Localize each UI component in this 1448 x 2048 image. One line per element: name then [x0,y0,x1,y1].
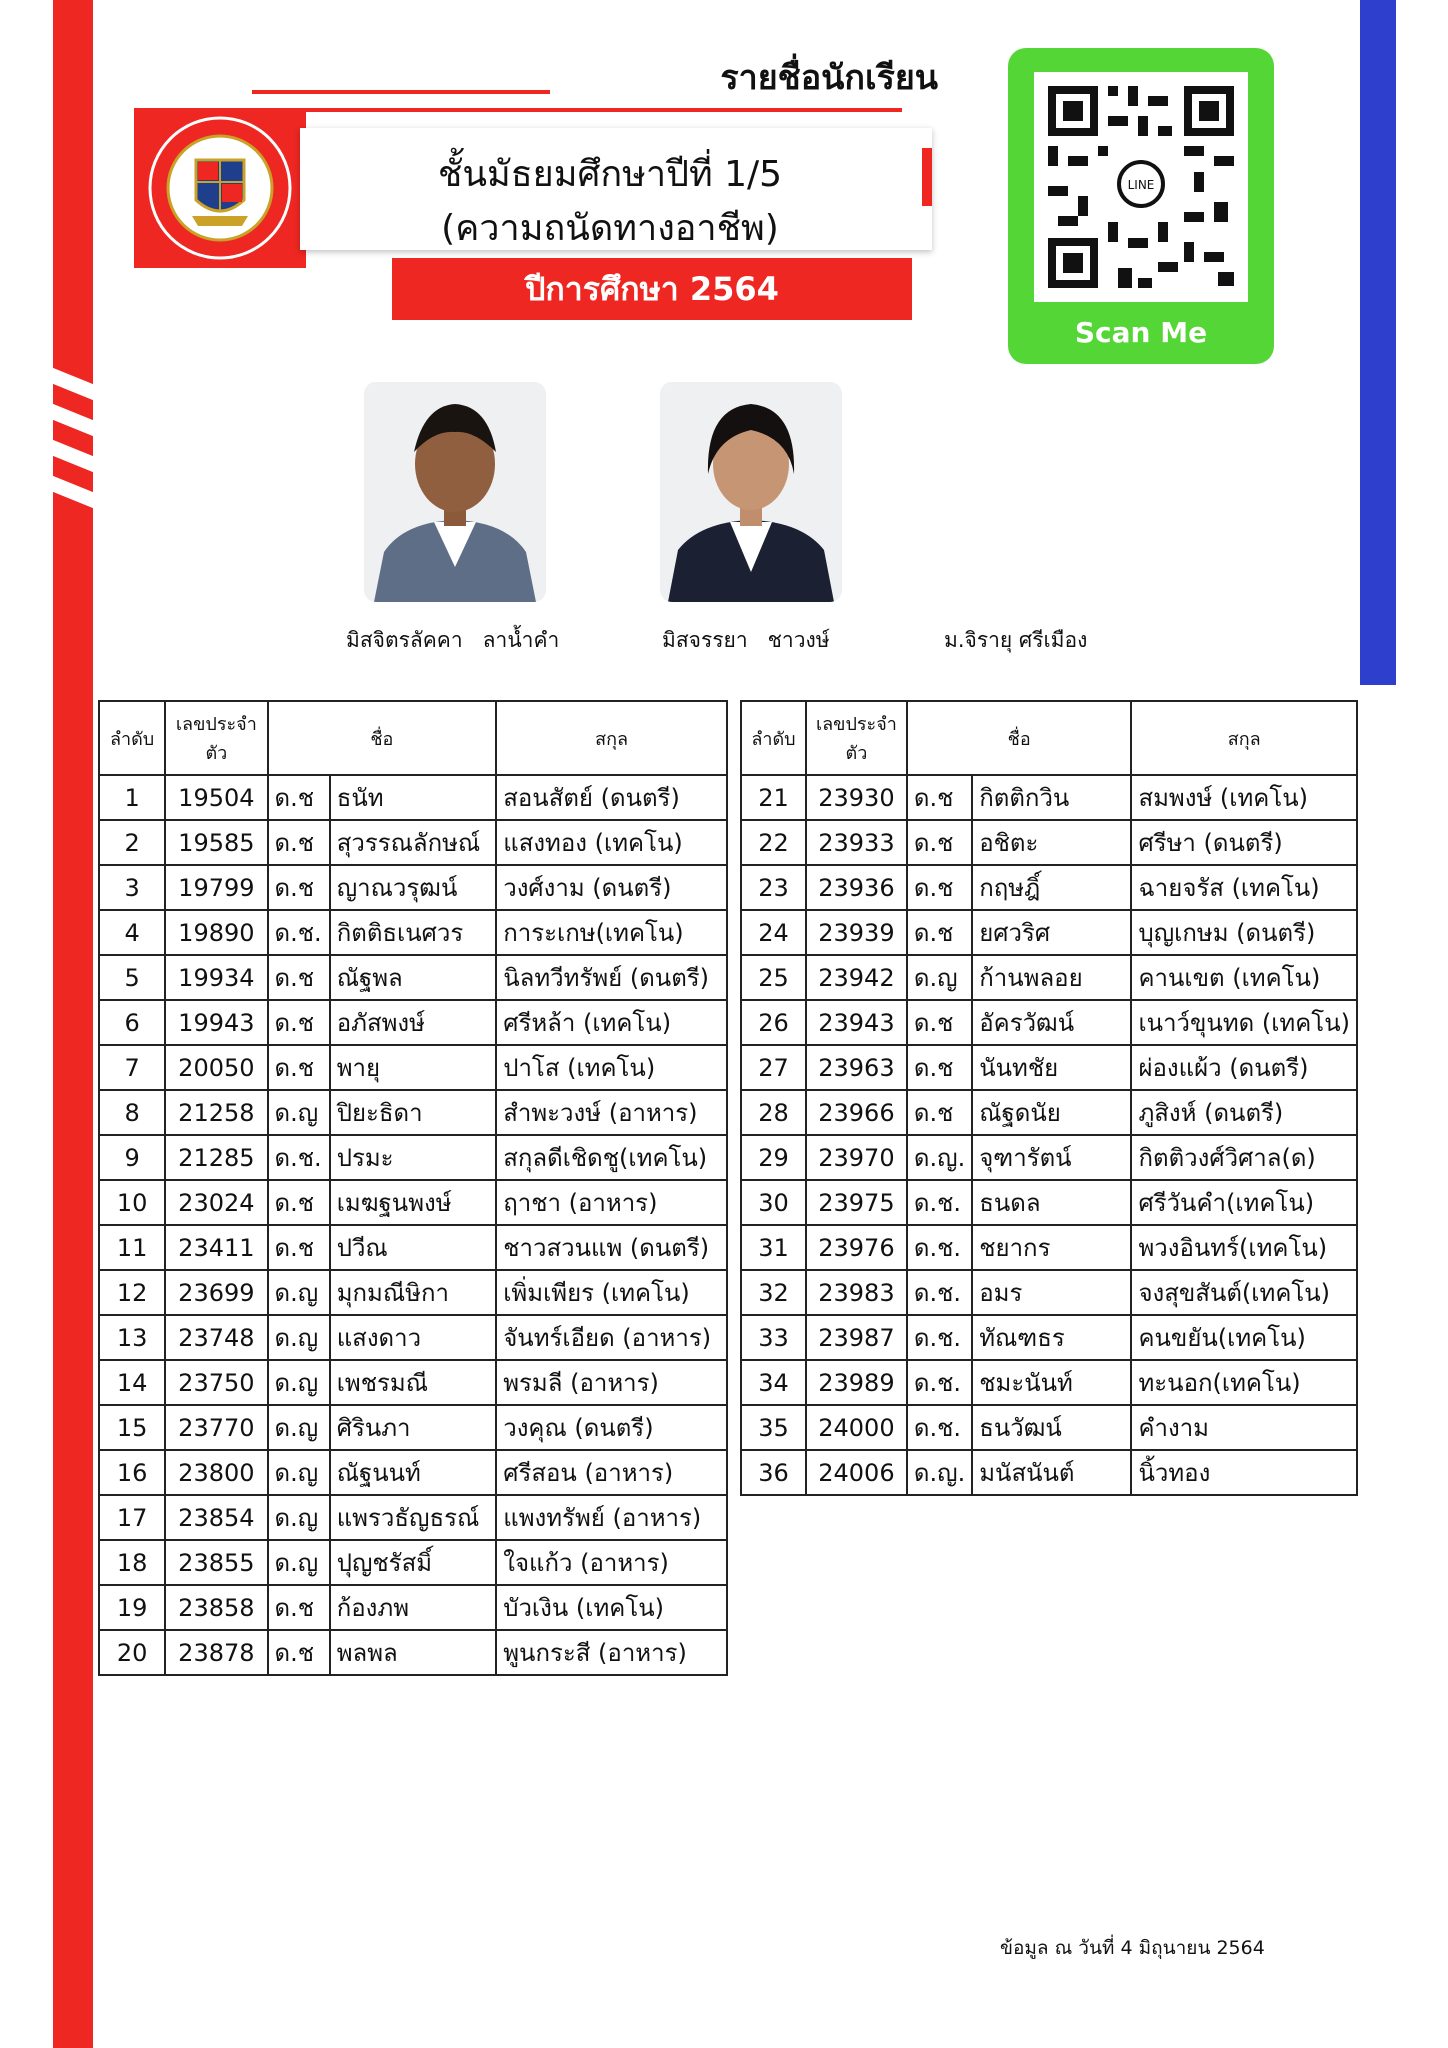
student-first-name: ณัฐพล [330,955,497,1000]
student-first-name: ธนัท [330,775,497,820]
table-row [99,1180,727,1225]
student-first-name: แสงดาว [330,1315,497,1360]
header-name: ชื่อ [268,701,497,775]
table-row [99,820,727,865]
row-number: 10 [99,1180,165,1225]
student-surname: พูนกระสี (อาหาร) [496,1630,727,1675]
student-id: 19504 [165,775,267,820]
student-id: 19943 [165,1000,267,1045]
student-id: 19799 [165,865,267,910]
student-first-name: อมร [972,1270,1131,1315]
student-id: 23966 [806,1090,907,1135]
row-number: 5 [99,955,165,1000]
student-id: 23975 [806,1180,907,1225]
row-number: 27 [741,1045,806,1090]
student-surname: เพิ่มเพียร (เทคโน) [496,1270,727,1315]
page-title: รายชื่อนักเรียน [720,58,938,98]
student-table-left [98,700,728,1676]
row-number: 3 [99,865,165,910]
student-id: 23936 [806,865,907,910]
row-number: 31 [741,1225,806,1270]
row-number: 23 [741,865,806,910]
student-title: ด.ญ [268,1405,330,1450]
row-number: 35 [741,1405,806,1450]
table-row [741,865,1357,910]
student-surname: พวงอินทร์(เทคโน) [1131,1225,1357,1270]
student-first-name: ณัฐดนัย [972,1090,1131,1135]
class-title [300,148,920,256]
student-surname: ภูสิงห์ (ดนตรี) [1131,1090,1357,1135]
table-row [741,1045,1357,1090]
student-title: ด.ช [907,865,972,910]
student-surname: พรมลี (อาหาร) [496,1360,727,1405]
student-title: ด.ช [268,1045,330,1090]
teacher-photo [660,382,842,602]
table-row [741,1225,1357,1270]
student-id: 21258 [165,1090,267,1135]
student-title: ด.ญ [268,1540,330,1585]
table-row [99,1360,727,1405]
student-surname: บุญเกษม (ดนตรี) [1131,910,1357,955]
student-first-name: จุฑารัตน์ [972,1135,1131,1180]
student-title: ด.ญ [268,1270,330,1315]
school-logo [134,108,306,268]
student-id: 23939 [806,910,907,955]
student-surname: คนขยัน(เทคโน) [1131,1315,1357,1360]
student-title: ด.ญ [268,1360,330,1405]
header-no: ลำดับ [99,701,165,775]
student-surname: ใจแก้ว (อาหาร) [496,1540,727,1585]
student-first-name: ญาณวรุฒน์ [330,865,497,910]
student-surname: กิตติวงศ์วิศาล(ด) [1131,1135,1357,1180]
student-title: ด.ญ [268,1090,330,1135]
student-title: ด.ช. [907,1180,972,1225]
student-id: 23976 [806,1225,907,1270]
header-rule [252,108,902,112]
header-id: เลขประจำ ตัว [165,701,267,775]
student-title: ด.ช. [268,910,330,955]
student-surname: จงสุขสันต์(เทคโน) [1131,1270,1357,1315]
row-number: 12 [99,1270,165,1315]
student-first-name: กิตติกวิน [972,775,1131,820]
student-first-name: ชมะนันท์ [972,1360,1131,1405]
student-first-name: ทัณฑธร [972,1315,1131,1360]
row-number: 34 [741,1360,806,1405]
row-number: 33 [741,1315,806,1360]
table-row [741,910,1357,955]
table-row [741,1270,1357,1315]
student-title: ด.ช [268,775,330,820]
student-first-name: มุกมณีษิกา [330,1270,497,1315]
table-row [99,865,727,910]
table-row [741,1135,1357,1180]
student-first-name: ธนดล [972,1180,1131,1225]
table-row [99,1045,727,1090]
student-first-name: แพรวธัญธรณ์ [330,1495,497,1540]
row-number: 29 [741,1135,806,1180]
student-title: ด.ช [268,955,330,1000]
teacher-name: มิสจรรยา ชาวงษ์ [662,628,830,652]
student-id: 23699 [165,1270,267,1315]
student-id: 23878 [165,1630,267,1675]
student-title: ด.ช. [907,1225,972,1270]
student-title: ด.ญ [268,1450,330,1495]
student-title: ด.ช [907,820,972,865]
student-title: ด.ช [268,1225,330,1270]
student-title: ด.ช [268,1000,330,1045]
student-title: ด.ช [268,1630,330,1675]
student-title: ด.ช. [907,1405,972,1450]
row-number: 4 [99,910,165,955]
row-number: 30 [741,1180,806,1225]
student-title: ด.ช. [907,1270,972,1315]
student-surname: สกุลดีเชิดชู(เทคโน) [496,1135,727,1180]
student-surname: แพงทรัพย์ (อาหาร) [496,1495,727,1540]
student-title: ด.ช [268,1585,330,1630]
teacher-name: ม.จิรายุ ศรีเมือง [944,628,1088,652]
row-number: 32 [741,1270,806,1315]
table-row [99,1315,727,1360]
row-number: 6 [99,1000,165,1045]
student-first-name: กิตติธเนศวร [330,910,497,955]
student-id: 23943 [806,1000,907,1045]
table-row [99,955,727,1000]
header-no: ลำดับ [741,701,806,775]
student-id: 24006 [806,1450,907,1495]
student-first-name: เพชรมณี [330,1360,497,1405]
student-title: ด.ช [907,1045,972,1090]
student-id: 23970 [806,1135,907,1180]
student-first-name: นันทชัย [972,1045,1131,1090]
student-first-name: ปุญชรัสมิ์ [330,1540,497,1585]
class-title-line1: ชั้นมัธยมศึกษาปีที่ 1/5 [437,154,783,195]
student-id: 23411 [165,1225,267,1270]
student-first-name: ปวีณ [330,1225,497,1270]
student-id: 19585 [165,820,267,865]
student-title: ด.ช [907,1000,972,1045]
table-row [741,1180,1357,1225]
row-number: 1 [99,775,165,820]
student-first-name: ณัฐนนท์ [330,1450,497,1495]
academic-year-banner: ปีการศึกษา 2564 [392,258,912,320]
student-surname: วงศ์งาม (ดนตรี) [496,865,727,910]
student-title: ด.ช [268,1180,330,1225]
table-row [99,775,727,820]
table-row [99,1090,727,1135]
student-id: 23770 [165,1405,267,1450]
student-id: 23989 [806,1360,907,1405]
student-id: 23933 [806,820,907,865]
student-surname: สอนสัตย์ (ดนตรี) [496,775,727,820]
table-row [741,1450,1357,1495]
student-first-name: อัครวัฒน์ [972,1000,1131,1045]
student-surname: ศรีษา (ดนตรี) [1131,820,1357,865]
student-surname: ปาโส (เทคโน) [496,1045,727,1090]
student-surname: ศรีสอน (อาหาร) [496,1450,727,1495]
student-first-name: ธนวัฒน์ [972,1405,1131,1450]
row-number: 20 [99,1630,165,1675]
student-title: ด.ญ. [907,1135,972,1180]
row-number: 25 [741,955,806,1000]
student-id: 21285 [165,1135,267,1180]
student-first-name: ปรมะ [330,1135,497,1180]
row-number: 22 [741,820,806,865]
row-number: 24 [741,910,806,955]
student-surname: เนาว์ขุนทด (เทคโน) [1131,1000,1357,1045]
student-title: ด.ญ [268,1315,330,1360]
student-title: ด.ช [268,820,330,865]
table-row [99,1585,727,1630]
row-number: 21 [741,775,806,820]
table-row [99,1540,727,1585]
student-id: 23987 [806,1315,907,1360]
student-surname: ฉายจรัส (เทคโน) [1131,865,1357,910]
row-number: 11 [99,1225,165,1270]
teacher-photo [364,382,546,602]
student-surname: วงคุณ (ดนตรี) [496,1405,727,1450]
row-number: 2 [99,820,165,865]
student-surname: คานเขต (เทคโน) [1131,955,1357,1000]
student-first-name: ก้องภพ [330,1585,497,1630]
student-first-name: พายุ [330,1045,497,1090]
student-title: ด.ช [268,865,330,910]
table-row [99,910,727,955]
student-first-name: ยศวริศ [972,910,1131,955]
student-first-name: เมฆฐนพงษ์ [330,1180,497,1225]
student-first-name: ก้านพลอย [972,955,1131,1000]
student-id: 23930 [806,775,907,820]
table-row [99,1000,727,1045]
student-surname: สมพงษ์ (เทคโน) [1131,775,1357,820]
row-number: 19 [99,1585,165,1630]
header-surname: สกุล [496,701,727,775]
school-crest-icon [134,108,306,268]
row-number: 26 [741,1000,806,1045]
student-id: 23854 [165,1495,267,1540]
qr-code-icon[interactable] [1034,72,1248,302]
table-row [741,1090,1357,1135]
student-first-name: ปิยะธิดา [330,1090,497,1135]
student-id: 19934 [165,955,267,1000]
student-table-right [740,700,1358,1496]
table-row [741,1000,1357,1045]
student-first-name: ชยากร [972,1225,1131,1270]
student-id: 23750 [165,1360,267,1405]
student-id: 20050 [165,1045,267,1090]
left-accent-bar [53,0,93,2048]
student-surname: จันทร์เอียด (อาหาร) [496,1315,727,1360]
student-first-name: ศิรินภา [330,1405,497,1450]
student-title: ด.ช. [907,1315,972,1360]
row-number: 28 [741,1090,806,1135]
student-id: 23963 [806,1045,907,1090]
student-surname: นิลทวีทรัพย์ (ดนตรี) [496,955,727,1000]
table-row [99,1405,727,1450]
class-title-line2: (ความถนัดทางอาชีพ) [441,208,779,249]
header-surname: สกุล [1131,701,1357,775]
row-number: 17 [99,1495,165,1540]
student-id: 19890 [165,910,267,955]
student-id: 24000 [806,1405,907,1450]
header-rule [252,90,550,94]
header-id: เลขประจำ ตัว [806,701,907,775]
table-row [99,1450,727,1495]
row-number: 8 [99,1090,165,1135]
student-first-name: มนัสนันต์ [972,1450,1131,1495]
row-number: 9 [99,1135,165,1180]
row-number: 13 [99,1315,165,1360]
row-number: 36 [741,1450,806,1495]
student-surname: ทะนอก(เทคโน) [1131,1360,1357,1405]
student-title: ด.ญ [268,1495,330,1540]
student-surname: บัวเงิน (เทคโน) [496,1585,727,1630]
row-number: 16 [99,1450,165,1495]
student-id: 23800 [165,1450,267,1495]
header-name: ชื่อ [907,701,1132,775]
student-surname: ศรีวันคำ(เทคโน) [1131,1180,1357,1225]
student-first-name: อชิตะ [972,820,1131,865]
student-first-name: สุวรรณลักษณ์ [330,820,497,865]
table-row [741,775,1357,820]
table-row [741,1405,1357,1450]
student-id: 23942 [806,955,907,1000]
student-id: 23748 [165,1315,267,1360]
student-surname: สำพะวงษ์ (อาหาร) [496,1090,727,1135]
student-title: ด.ญ. [907,1450,972,1495]
student-title: ด.ช [907,910,972,955]
table-row [741,1360,1357,1405]
qr-scan-label: Scan Me [1074,316,1208,349]
student-title: ด.ญ [907,955,972,1000]
student-surname: ชาวสวนแพ (ดนตรี) [496,1225,727,1270]
table-row [99,1225,727,1270]
table-row [99,1630,727,1675]
student-id: 23024 [165,1180,267,1225]
student-first-name: กฤษฎิ์ [972,865,1131,910]
student-surname: คำงาม [1131,1405,1357,1450]
student-surname: การะเกษ(เทคโน) [496,910,727,955]
table-row [741,820,1357,865]
student-title: ด.ช [907,1090,972,1135]
table-row [99,1135,727,1180]
right-accent-bar [1360,0,1396,685]
student-title: ด.ช. [268,1135,330,1180]
row-number: 15 [99,1405,165,1450]
data-date-note: ข้อมูล ณ วันที่ 4 มิถุนายน 2564 [1000,1937,1265,1959]
student-surname: ผ่องแผ้ว (ดนตรี) [1131,1045,1357,1090]
table-row [99,1270,727,1315]
student-first-name: อภัสพงษ์ [330,1000,497,1045]
student-id: 23858 [165,1585,267,1630]
student-title: ด.ช. [907,1360,972,1405]
row-number: 18 [99,1540,165,1585]
student-first-name: พลพล [330,1630,497,1675]
student-surname: นิ้วทอง [1131,1450,1357,1495]
table-row [741,955,1357,1000]
qr-center-label: LINE [1127,178,1155,192]
teacher-name: มิสจิตรลัคคา ลาน้ำคำ [346,628,560,652]
student-title: ด.ช [907,775,972,820]
student-surname: แสงทอง (เทคโน) [496,820,727,865]
student-id: 23983 [806,1270,907,1315]
table-row [99,1495,727,1540]
row-number: 14 [99,1360,165,1405]
table-row [741,1315,1357,1360]
student-surname: ศรีหล้า (เทคโน) [496,1000,727,1045]
student-surname: ฤาชา (อาหาร) [496,1180,727,1225]
student-id: 23855 [165,1540,267,1585]
row-number: 7 [99,1045,165,1090]
